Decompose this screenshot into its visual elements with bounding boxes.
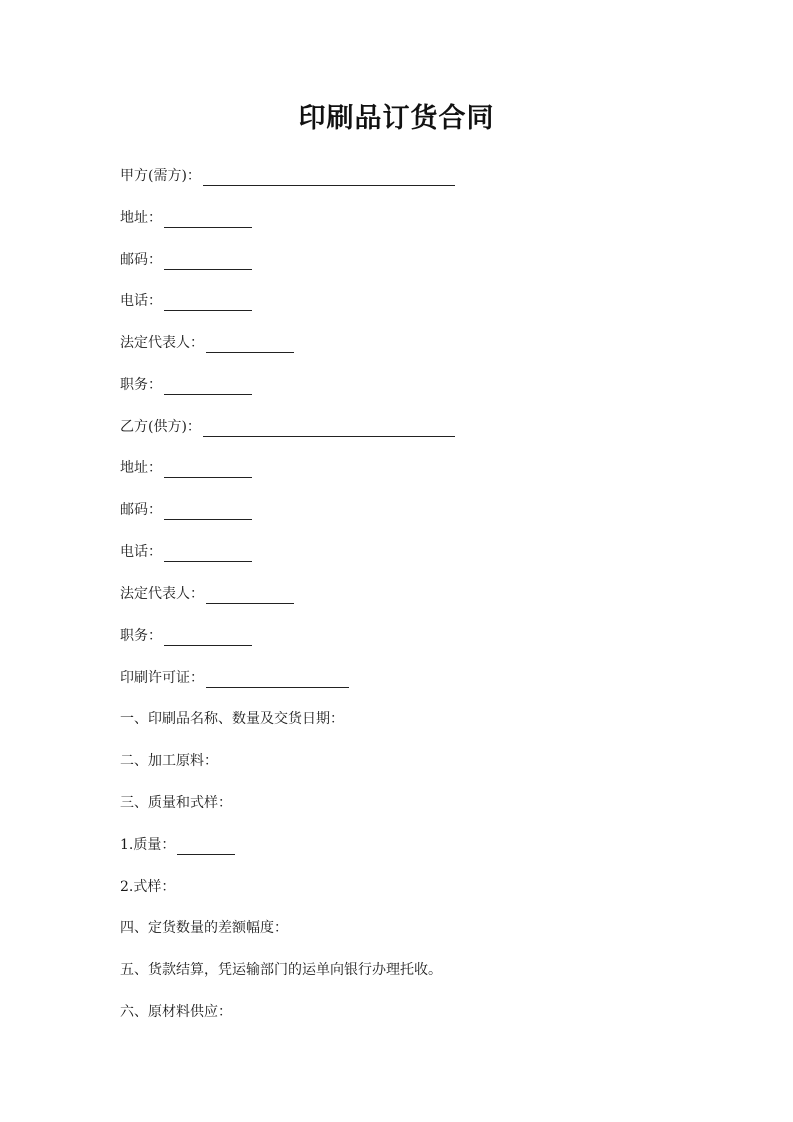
party-a-address-line [120, 208, 252, 228]
party-b-permit-label: 印刷许可证： [120, 670, 204, 686]
party-a-position-label: 职务： [120, 377, 162, 393]
party-a-postcode-blank[interactable] [164, 255, 252, 270]
clause-2: 二、加工原料： [120, 753, 218, 769]
clause-5: 五、货款结算，凭运输部门的运单向银行办理托收。 [120, 962, 442, 978]
clause-4: 四、定货数量的差额幅度： [120, 920, 288, 936]
party-a-name-blank[interactable] [203, 171, 455, 186]
party-b-legal-rep-label: 法定代表人： [120, 586, 204, 602]
party-b-postcode-blank[interactable] [164, 505, 252, 520]
party-a-legal-rep-label: 法定代表人： [120, 335, 204, 351]
party-a-phone-line [120, 291, 252, 311]
party-b-position-line [120, 626, 252, 646]
party-b-permit-line [120, 668, 349, 688]
clause-3: 三、质量和式样： [120, 795, 232, 811]
party-a-legal-rep-line [120, 333, 294, 353]
party-b-name-blank[interactable] [203, 422, 455, 437]
page-title: 印刷品订货合同 [298, 103, 495, 134]
party-a-position-line [120, 375, 252, 395]
party-b-address-line [120, 458, 252, 478]
party-b-legal-rep-line [120, 584, 294, 604]
clause-3-1-line [120, 835, 235, 855]
party-b-phone-line [120, 542, 252, 562]
party-a-name-line [120, 166, 455, 186]
party-a-name-label: 甲方(需方)： [120, 168, 201, 184]
party-a-phone-label: 电话： [120, 293, 162, 309]
party-b-position-blank[interactable] [164, 631, 252, 646]
party-a-address-label: 地址： [120, 210, 162, 226]
clause-3-1-label: 1.质量： [120, 837, 176, 853]
clause-3-2: 2.式样： [120, 879, 176, 895]
party-a-postcode-label: 邮码： [120, 252, 162, 268]
party-b-postcode-line [120, 500, 252, 520]
quality-blank[interactable] [177, 840, 235, 855]
party-b-phone-label: 电话： [120, 544, 162, 560]
party-b-permit-blank[interactable] [206, 673, 349, 688]
party-a-address-blank[interactable] [164, 213, 252, 228]
party-a-position-blank[interactable] [164, 380, 252, 395]
party-b-legal-rep-blank[interactable] [206, 589, 294, 604]
party-a-legal-rep-blank[interactable] [206, 338, 294, 353]
party-b-name-label: 乙方(供方)： [120, 419, 201, 435]
party-b-phone-blank[interactable] [164, 547, 252, 562]
party-b-position-label: 职务： [120, 628, 162, 644]
party-b-postcode-label: 邮码： [120, 502, 162, 518]
party-b-name-line [120, 417, 455, 437]
party-a-postcode-line [120, 250, 252, 270]
clause-1: 一、印刷品名称、数量及交货日期： [120, 711, 344, 727]
party-b-address-label: 地址： [120, 460, 162, 476]
party-a-phone-blank[interactable] [164, 296, 252, 311]
clause-6: 六、原材料供应： [120, 1004, 232, 1020]
party-b-address-blank[interactable] [164, 463, 252, 478]
